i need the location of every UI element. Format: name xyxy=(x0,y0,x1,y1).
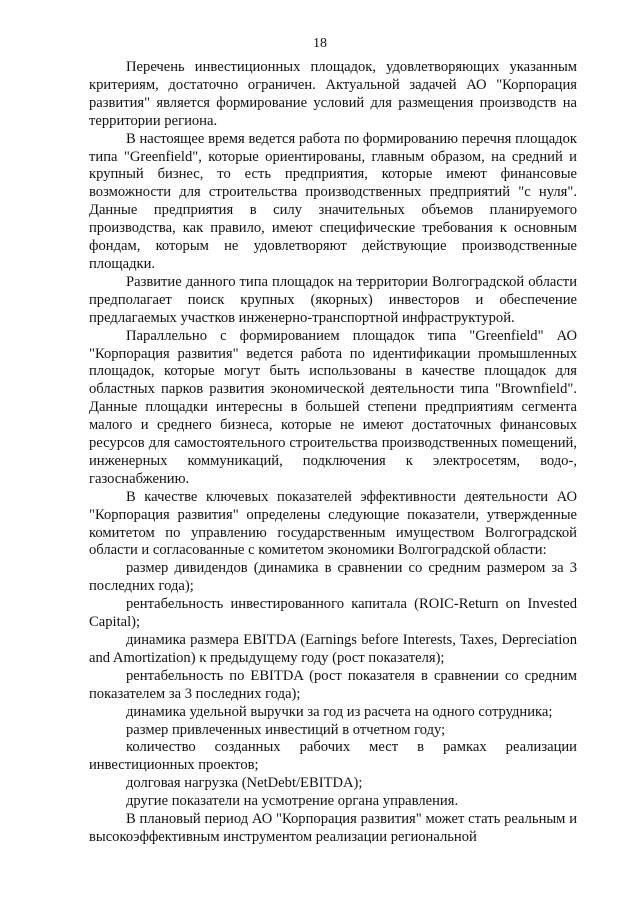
paragraph-investment-sites: Перечень инвестиционных площадок, удовлетворяющих указанным критериям, достаточно ограничен. Актуальной задачей АО "Корпорация развития" является формирование условий для размещения производств на территории региона. xyxy=(89,59,577,129)
paragraph-brownfield: Параллельно с формированием площадок типа "Greenfield" АО "Корпорация развития" ведется работа по идентификации промышленных площадок, которые могут быть использованы в качестве площадок для областных парков развития экономической деятельности типа "Brownfield". Данные площадки интересны в большей степени предприятиям сегмента малого и среднего бизнеса, которые не имеют достаточных финансовых ресурсов для самостоятельного строительства производственных помещений, инженерных коммуникаций, подключения к электросетям, водо-, газоснабжению. xyxy=(89,327,577,487)
kpi-item-other: другие показатели на усмотрение органа управления. xyxy=(126,793,459,810)
kpi-item-roic: рентабельность инвестированного капитала (ROIC-Return on Invested Capital); xyxy=(89,596,577,631)
kpi-item-investments: размер привлеченных инвестиций в отчетном году; xyxy=(126,721,446,738)
paragraph-planned-period: В плановый период АО "Корпорация развития" может стать реальным и высокоэффективным инструментом реализации региональной xyxy=(89,811,577,845)
kpi-item-ebitda-profitability: рентабельность по EBITDA (рост показателя в сравнении со средним показателем за 3 последних года); xyxy=(89,667,577,702)
kpi-item-debt-load: долговая нагрузка (NetDebt/EBITDA); xyxy=(126,775,363,792)
paragraph-greenfield-development: Развитие данного типа площадок на территории Волгоградской области предполагает поиск крупных (якорных) инвесторов и обеспечение предлагаемых участков инженерно-транспортной инфраструктурой. xyxy=(89,273,577,326)
page-number: 18 xyxy=(313,36,327,51)
paragraph-greenfield: В настоящее время ведется работа по формированию перечня площадок типа "Greenfield", которые ориентированы, главным образом, на средний и крупный бизнес, то есть предприятия, которые имеют финансовые возможности для строительства производственных предприятий "с нуля". Данные предприятия в силу значительных объемов планируемого производства, как правило, имеют специфические требования к основным фондам, которым не удовлетворяют действующие производственные площадки. xyxy=(89,130,577,272)
kpi-item-revenue-per-employee: динамика удельной выручки за год из расчета на одного сотрудника; xyxy=(126,703,553,720)
kpi-item-dividends: размер дивидендов (динамика в сравнении со средним размером за 3 последних года); xyxy=(89,560,577,595)
paragraph-kpi-intro: В качестве ключевых показателей эффективности деятельности АО "Корпорация развития" определены следующие показатели, утвержденные комитетом по управлению государственным имуществом Волгоградской области и согласованные с комитетом экономики Волгоградской области: xyxy=(89,488,577,559)
kpi-item-ebitda-dynamics: динамика размера EBITDA (Earnings before Interests, Taxes, Depreciation and Amortization) к предыдущему году (рост показателя); xyxy=(89,632,577,666)
kpi-item-jobs-created: количество созданных рабочих мест в рамках реализации инвестиционных проектов; xyxy=(89,739,577,774)
document-body xyxy=(89,59,577,847)
